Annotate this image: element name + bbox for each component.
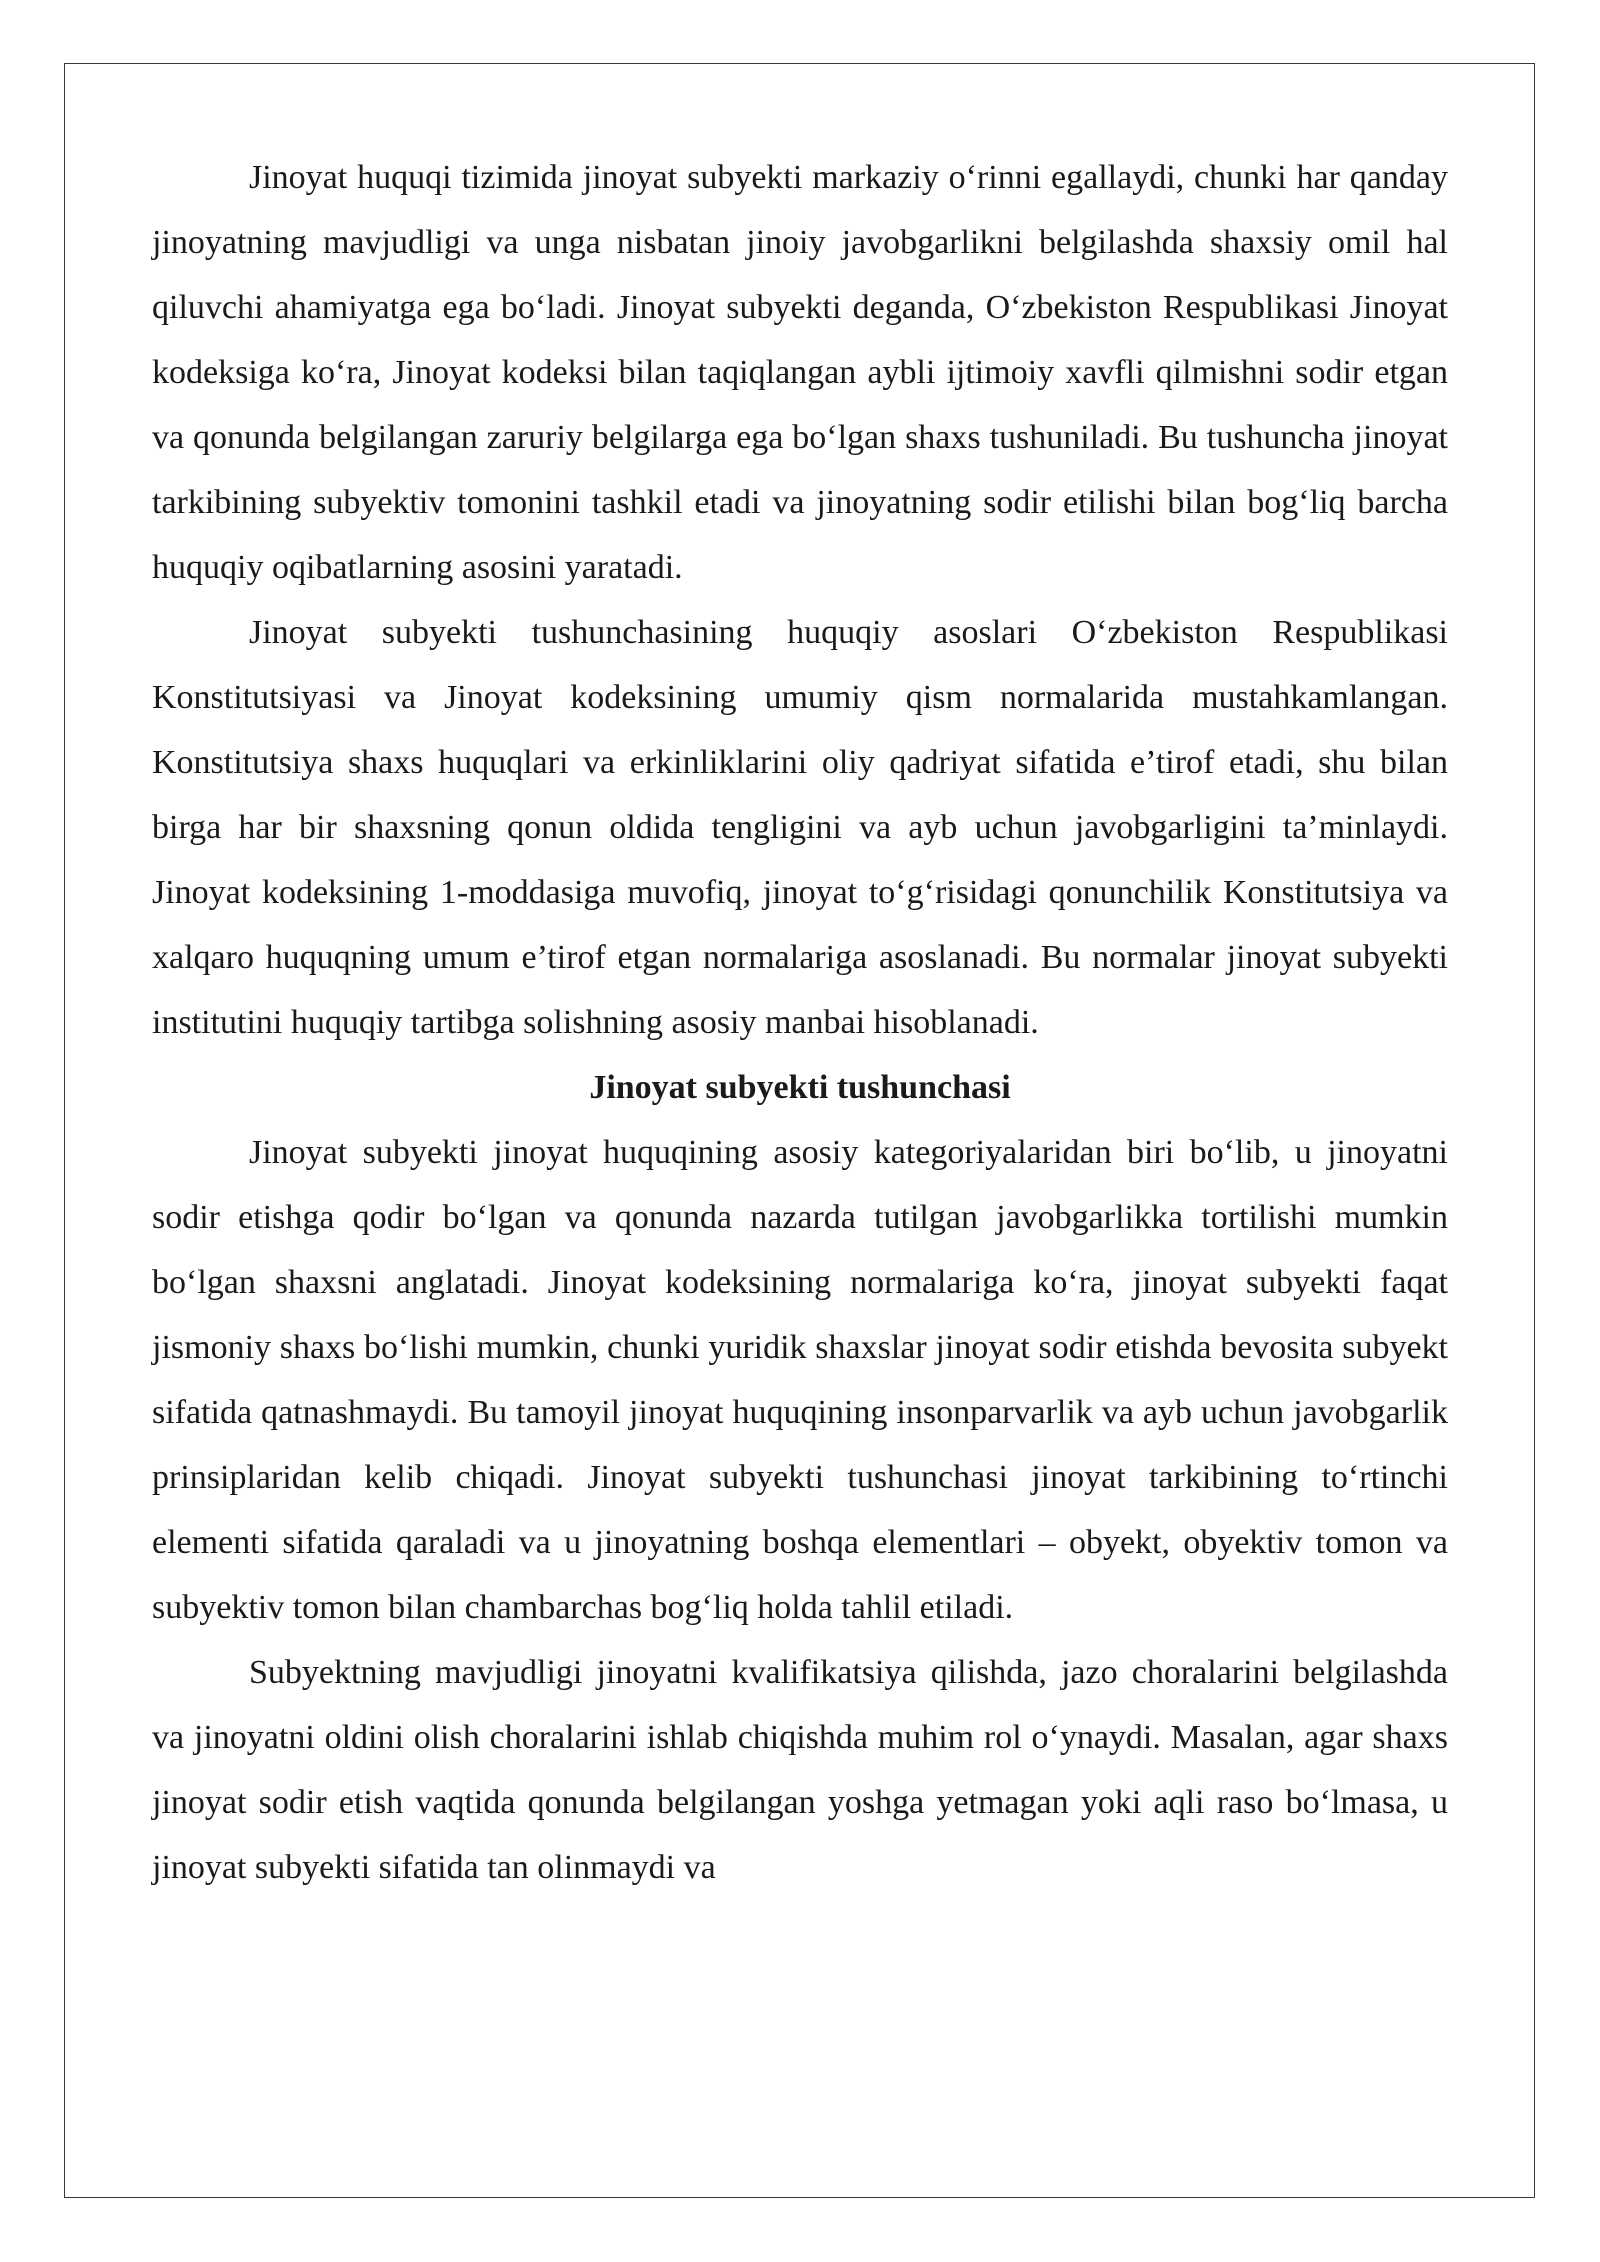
paragraph-4: Subyektning mavjudligi jinoyatni kvalifikatsiya qilishda, jazo choralarini belgilashda va jinoyatni oldini olish choralarini ishlab chiqishda muhim rol o‘ynaydi. Masalan, agar shaxs jinoyat sodir etish vaqtida qonunda belgilangan yoshga yetmagan yoki aqli raso bo‘lmasa, u jinoyat subyekti sifatida tan olinmaydi va xyxy=(152,1654,1448,1886)
paragraph-1: Jinoyat huquqi tizimida jinoyat subyekti markaziy o‘rinni egallaydi, chunki har qanday jinoyatning mavjudligi va unga nisbatan jinoiy javobgarlikni belgilashda shaxsiy omil hal qiluvchi ahamiyatga ega bo‘ladi. Jinoyat subyekti deganda, O‘zbekiston Respublikasi Jinoyat kodeksiga ko‘ra, Jinoyat kodeksi bilan taqiqlangan aybli ijtimoiy xavfli qilmishni sodir etgan va qonunda belgilangan zaruriy belgilarga ega bo‘lgan shaxs tushuniladi. Bu tushuncha jinoyat tarkibining subyektiv tomonini tashkil etadi va jinoyatning sodir etilishi bilan bog‘liq barcha huquqiy oqibatlarning asosini yaratadi. xyxy=(152,159,1448,586)
paragraph-3: Jinoyat subyekti jinoyat huquqining asosiy kategoriyalaridan biri bo‘lib, u jinoyatni sodir etishga qodir bo‘lgan va qonunda nazarda tutilgan javobgarlikka tortilishi mumkin bo‘lgan shaxsni anglatadi. Jinoyat kodeksining normalariga ko‘ra, jinoyat subyekti faqat jismoniy shaxs bo‘lishi mumkin, chunki yuridik shaxslar jinoyat sodir etishda bevosita subyekt sifatida qatnashmaydi. Bu tamoyil jinoyat huquqining insonparvarlik va ayb uchun javobgarlik prinsiplaridan kelib chiqadi. Jinoyat subyekti tushunchasi jinoyat tarkibining to‘rtinchi elementi sifatida qaraladi va u jinoyatning boshqa elementlari – obyekt, obyektiv tomon va subyektiv tomon bilan chambarchas bog‘liq holda tahlil etiladi. xyxy=(152,1134,1448,1626)
paragraph-2: Jinoyat subyekti tushunchasining huquqiy asoslari O‘zbekiston Respublikasi Konstitutsiyasi va Jinoyat kodeksining umumiy qism normalarida mustahkamlangan. Konstitutsiya shaxs huquqlari va erkinliklarini oliy qadriyat sifatida e’tirof etadi, shu bilan birga har bir shaxsning qonun oldida tengligini va ayb uchun javobgarligini ta’minlaydi. Jinoyat kodeksining 1-moddasiga muvofiq, jinoyat to‘g‘risidagi qonunchilik Konstitutsiya va xalqaro huquqning umum e’tirof etgan normalariga asoslanadi. Bu normalar jinoyat subyekti institutini huquqiy tartibga solishning asosiy manbai hisoblanadi. xyxy=(152,614,1448,1041)
document-body xyxy=(152,145,1448,1900)
section-heading: Jinoyat subyekti tushunchasi xyxy=(589,1069,1011,1106)
